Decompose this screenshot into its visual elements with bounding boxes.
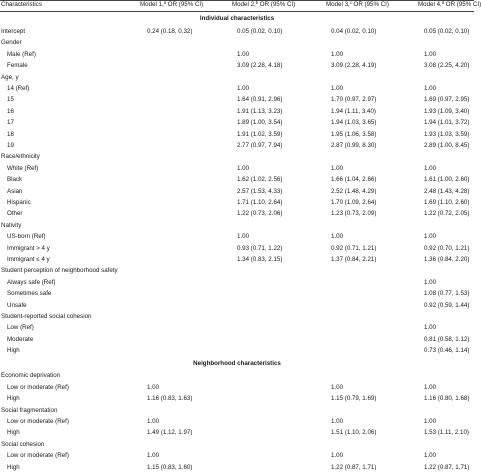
table-row [0,73,474,83]
section-heading: Neighborhood characteristics [193,359,281,367]
cell-model-3: 1.22 (0.87, 1.71) [331,463,377,471]
table-row [0,244,474,254]
table-row [0,451,474,461]
cell-model-2: 1.62 (1.02, 2.56) [237,176,283,184]
row-label: Student perception of neighborhood safety [1,267,118,275]
row-label: 19 [7,141,14,149]
cell-model-1: 1.49 (1.12, 1.97) [147,429,193,437]
table-row [0,406,474,416]
cell-model-2: 1.71 (1.10, 2.64) [237,198,283,206]
cell-model-4: 1.53 (1.11, 2.10) [424,429,469,437]
row-label: Low or moderate (Ref) [7,383,69,391]
header-model-2: Model 2,$^b$ OR (95% CI) [232,0,296,8]
cell-model-3: 2.87 (0.99, 8.30) [331,141,377,149]
cell-model-4: 1.22 (0.87, 1.71) [424,463,470,471]
row-label: Immigrant ≤ 4 y [7,255,50,263]
table-row [0,95,474,105]
cell-model-3: 1.00 [331,164,344,172]
table-row [0,255,474,265]
row-label: Low or moderate (Ref) [7,418,69,425]
row-label: Hispanic [7,198,31,206]
row-label: Social cohesion [1,440,45,448]
cell-model-4: 1.00 [424,50,437,58]
cell-model-3: 1.94 (1.03, 3.65) [331,119,377,127]
cell-model-2: 0.93 (0.71, 1.22) [237,244,283,252]
cell-model-2: 1.91 (1.13, 3.23) [237,107,283,115]
row-label: US-born (Ref) [7,233,46,241]
row-label: 17 [7,119,14,127]
table-row [0,346,474,356]
cell-model-4: 0.92 (0.59, 1.44) [424,301,470,309]
cell-model-3: 1.51 (1.10, 2.06) [331,429,377,437]
cell-model-3: 0.04 (0.02, 0.10) [331,27,377,35]
row-label: Intercept [1,27,26,35]
cell-model-3: 1.00 [331,233,344,241]
table-row [0,323,474,333]
cell-model-4: 1.00 [424,164,437,172]
cell-model-4: 0.92 (0.70, 1.21) [424,244,470,252]
row-label: Moderate [7,335,34,343]
cell-model-4: 1.00 [424,418,437,425]
row-label: High [7,429,20,437]
row-label: Sometimes safe [7,290,52,298]
cell-model-4: 0.73 (0.46, 1.14) [424,347,470,355]
table-row [0,198,474,208]
header-model-1: Model 1,$^a$ OR (95% CI) [140,0,204,8]
cell-model-4: 1.08 (0.77, 1.53) [424,290,470,298]
table-row [0,312,474,322]
table-row [0,209,474,219]
cell-model-2: 1.91 (1.02, 3.59) [237,130,283,138]
cell-model-3: 1.37 (0.84, 2.21) [331,255,377,263]
row-label: Economic deprivation [1,372,61,380]
cell-model-4: 1.36 (0.84, 2.20) [424,255,470,263]
row-label: Student-reported social cohesion [1,312,92,320]
header-model-3: Model 3,$^c$ OR (95% CI) [326,0,389,8]
cell-model-4: 1.94 (1.01, 3.72) [424,119,470,127]
cell-model-3: 0.92 (0.71, 1.21) [331,244,377,252]
table-row [0,84,474,94]
table-row [0,187,474,197]
table-row [0,27,474,37]
table-row [0,141,474,151]
row-label: Age, y [1,73,19,81]
cell-model-4: 1.00 [424,84,437,92]
cell-model-4: 1.00 [424,233,437,241]
cell-model-4: 1.93 (1.09, 3.40) [424,107,470,115]
cell-model-4: 1.00 [424,324,437,332]
cell-model-4: 1.00 [424,278,437,286]
row-label: High [7,347,20,355]
cell-model-3: 1.94 (1.11, 3.40) [331,107,376,115]
table-row [0,266,474,276]
table-row [0,278,474,288]
table-row [0,164,474,174]
table-row [0,394,474,404]
cell-model-1: 1.00 [147,452,160,460]
cell-model-4: 2.48 (1.43, 4.28) [424,187,470,195]
cell-model-2: 2.57 (1.53, 4.33) [237,187,283,195]
cell-model-2: 1.64 (0.91, 2.96) [237,96,283,104]
row-label: Social fragmentation [1,406,58,414]
cell-model-4: 1.61 (1.00, 2.60) [424,176,470,184]
cell-model-3: 1.00 [331,50,344,58]
cell-model-4: 1.22 (0.72, 2.05) [424,210,470,218]
cell-model-4: 3.08 (2.25, 4.20) [424,62,470,70]
table-row [0,50,474,60]
row-label: Race/ethnicity [1,153,40,161]
row-label: 18 [7,130,14,138]
cell-model-1: 1.00 [147,383,160,391]
cell-model-3: 3.09 (2.28, 4.19) [331,62,377,70]
row-label: Other [7,210,23,218]
cell-model-3: 1.00 [331,84,344,92]
cell-model-2: 1.00 [237,50,250,58]
cell-model-4: 1.00 [424,452,437,460]
row-label: Gender [1,39,22,47]
table-row [0,417,474,427]
cell-model-3: 1.00 [331,452,344,460]
table-row [0,289,474,299]
cell-model-3: 1.00 [331,418,344,425]
cell-model-3: 1.95 (1.06, 3.58) [331,130,377,138]
cell-model-4: 1.69 (0.97, 2.95) [424,96,470,104]
row-label: Low (Ref) [7,324,34,332]
table-row [0,335,474,345]
cell-model-3: 1.15 (0.79, 1.69) [331,395,377,403]
row-label: Always safe (Ref) [7,278,56,286]
header-model-4: Model 4,$^d$ OR (95% CI) [418,0,481,8]
cell-model-4: 2.89 (1.00, 8.45) [424,141,470,149]
cell-model-2: 1.22 (0.73, 2.06) [237,210,283,218]
table-row [0,383,474,393]
cell-model-4: 1.16 (0.80, 1.68) [424,395,470,403]
table-row [0,221,474,231]
row-label: Asian [7,187,23,195]
cell-model-2: 1.34 (0.83, 2.15) [237,255,283,263]
table-row [0,61,474,71]
section-heading: Individual characteristics [199,15,275,22]
cell-model-3: 1.70 (0.97, 2.97) [331,96,377,104]
cell-model-2: 1.00 [237,84,250,92]
cell-model-2: 1.00 [237,233,250,241]
table-row [0,440,474,450]
header-rule [0,11,474,12]
cell-model-2: 2.77 (0.97, 7.94) [237,141,283,149]
table-row [0,428,474,438]
cell-model-4: 1.93 (1.03, 3.59) [424,130,470,138]
table-row [0,371,474,381]
row-label: 14 (Ref) [7,84,30,92]
cell-model-3: 1.00 [331,383,344,391]
row-label: 16 [7,107,14,115]
table-row [0,463,474,473]
table-row [0,301,474,311]
cell-model-1: 1.16 (0.83, 1.63) [147,395,193,403]
cell-model-3: 1.66 (1.04, 2.66) [331,176,377,184]
row-label: Female [7,62,28,70]
cell-model-2: 0.05 (0.02, 0.10) [237,27,283,35]
row-label: 15 [7,96,14,104]
table-row [0,107,474,117]
cell-model-3: 1.23 (0.73, 2.09) [331,210,377,218]
cell-model-3: 1.70 (1.09, 2.64) [331,198,377,206]
table-row [0,38,474,48]
cell-model-1: 0.24 (0.18, 0.32) [147,27,193,35]
row-label: Low or moderate (Ref) [7,452,69,460]
cell-model-2: 3.09 (2.28, 4.18) [237,62,283,70]
cell-model-4: 1.00 [424,383,437,391]
cell-model-4: 1.69 (1.10, 2.60) [424,198,470,206]
table-row [0,152,474,162]
cell-model-1: 1.15 (0.83, 1.60) [147,463,193,471]
row-label: Male (Ref) [7,50,36,58]
row-label: Black [7,176,23,184]
cell-model-2: 1.89 (1.00, 3.54) [237,119,283,127]
cell-model-2: 1.00 [237,164,250,172]
cell-model-4: 0.81 (0.58, 1.12) [424,335,470,343]
table-row [0,175,474,185]
table-row [0,130,474,140]
cell-model-3: 2.52 (1.48, 4.29) [331,187,377,195]
table-row [0,118,474,128]
row-label: High [7,463,20,471]
row-label: White (Ref) [7,164,39,172]
cell-model-1: 1.00 [147,418,160,425]
row-label: High [7,395,20,403]
row-label: Immigrant > 4 y [7,244,50,252]
table-row [0,232,474,242]
header-characteristics: Characteristics [1,1,42,8]
row-label: Nativity [1,221,22,229]
cell-model-4: 0.05 (0.02, 0.10) [424,27,470,35]
row-label: Unsafe [7,301,27,309]
